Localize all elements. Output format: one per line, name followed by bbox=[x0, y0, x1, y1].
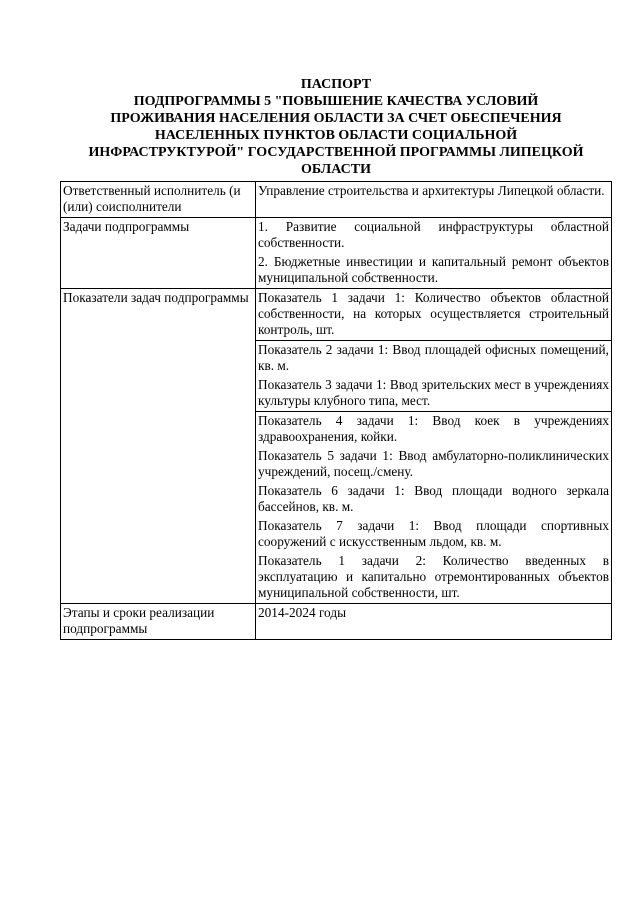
document-title bbox=[60, 76, 612, 178]
indicator-item: Показатель 1 задачи 2: Количество введенных в эксплуатацию и капитально отремонтированных объектов муниципальной собственности, шт. bbox=[258, 553, 609, 600]
indicator-item: Показатель 7 задачи 1: Ввод площади спортивных сооружений с искусственным льдом, кв. м. bbox=[258, 518, 609, 549]
row-label: Задачи подпрограммы bbox=[61, 218, 256, 289]
indicator-group-2 bbox=[256, 341, 612, 412]
row-value bbox=[256, 218, 612, 289]
task-item: 2. Бюджетные инвестиции и капитальный ремонт объектов муниципальной собственности. bbox=[258, 254, 609, 285]
title-line: ПРОЖИВАНИЯ НАСЕЛЕНИЯ ОБЛАСТИ ЗА СЧЕТ ОБЕСПЕЧЕНИЯ bbox=[110, 111, 562, 126]
title-line: ПАСПОРТ bbox=[300, 77, 372, 92]
indicator-item: Показатель 3 задачи 1: Ввод зрительских мест в учреждениях культуры клубного типа, мест. bbox=[258, 377, 609, 408]
title-line: ОБЛАСТИ bbox=[301, 162, 371, 177]
indicator-group-1 bbox=[256, 289, 612, 341]
title-line: ПОДПРОГРАММЫ 5 "ПОВЫШЕНИЕ КАЧЕСТВА УСЛОВИЙ bbox=[133, 94, 539, 109]
title-line: ИНФРАСТРУКТУРОЙ" ГОСУДАРСТВЕННОЙ ПРОГРАММЫ ЛИПЕЦКОЙ bbox=[88, 145, 584, 160]
row-label: Показатели задач подпрограммы bbox=[61, 289, 256, 604]
row-label: Ответственный исполнитель (и (или) соисполнители bbox=[61, 182, 256, 218]
indicator-item: Показатель 6 задачи 1: Ввод площади водного зеркала бассейнов, кв. м. bbox=[258, 483, 609, 514]
row-value: 2014-2024 годы bbox=[256, 604, 612, 640]
table-row-indicators bbox=[61, 289, 612, 341]
indicator-item: Показатель 5 задачи 1: Ввод амбулаторно-поликлинических учреждений, посещ./смену. bbox=[258, 448, 609, 479]
task-item: 1. Развитие социальной инфраструктуры областной собственности. bbox=[258, 219, 609, 250]
row-value: Управление строительства и архитектуры Липецкой области. bbox=[256, 182, 612, 218]
title-line: НАСЕЛЕННЫХ ПУНКТОВ ОБЛАСТИ СОЦИАЛЬНОЙ bbox=[154, 128, 518, 143]
row-label: Этапы и сроки реализации подпрограммы bbox=[61, 604, 256, 640]
passport-table bbox=[60, 181, 612, 640]
table-row-tasks bbox=[61, 218, 612, 289]
indicator-item: Показатель 1 задачи 1: Количество объектов областной собственности, на которых осуществляется строительный контроль, шт. bbox=[258, 290, 609, 337]
table-row-stages bbox=[61, 604, 612, 640]
indicator-group-3 bbox=[256, 412, 612, 604]
table-row-executor bbox=[61, 182, 612, 218]
indicator-item: Показатель 4 задачи 1: Ввод коек в учреждениях здравоохранения, койки. bbox=[258, 413, 609, 444]
indicator-item: Показатель 2 задачи 1: Ввод площадей офисных помещений, кв. м. bbox=[258, 342, 609, 373]
